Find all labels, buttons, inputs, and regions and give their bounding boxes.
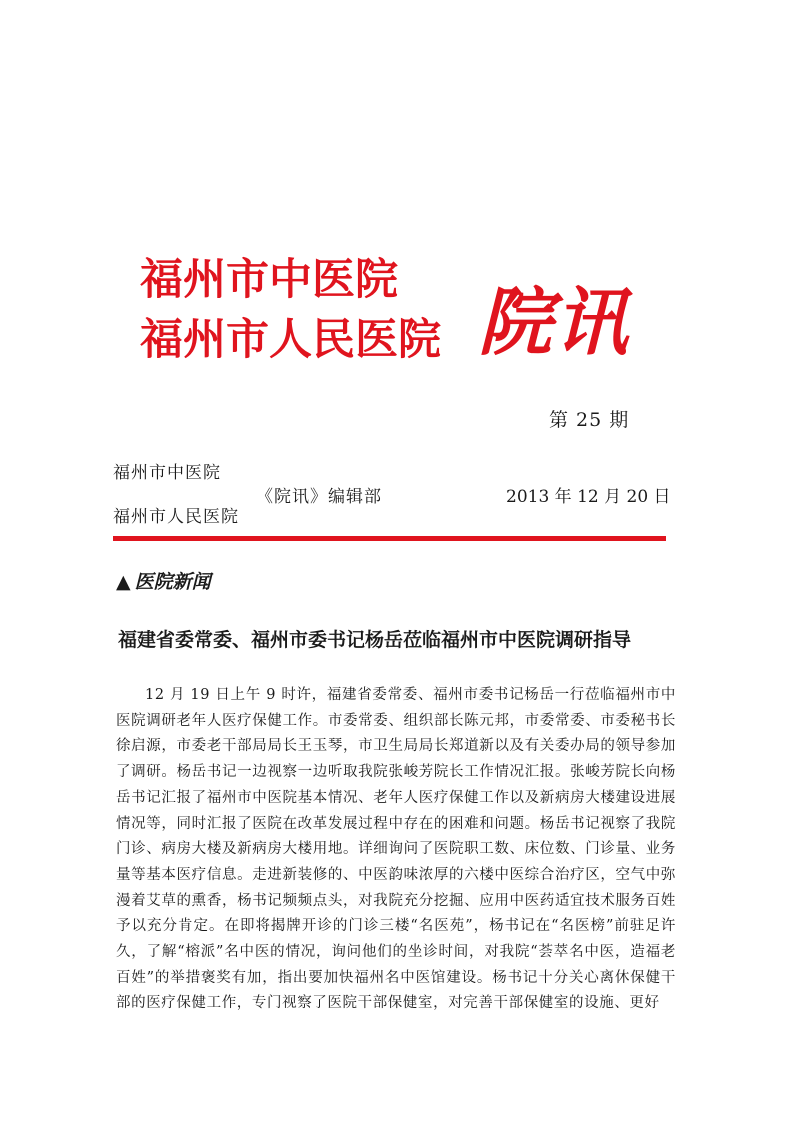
publisher-org-1: 福州市中医院 xyxy=(113,463,221,483)
section-heading xyxy=(116,567,211,594)
article-title: 福建省委常委、福州市委书记杨岳莅临福州市中医院调研指导 xyxy=(118,629,632,651)
header-divider xyxy=(113,536,666,541)
publication-info xyxy=(113,458,673,528)
masthead-hospital-name-1: 福州市中医院 xyxy=(140,255,398,305)
newsletter-title-logo: 院讯 xyxy=(478,280,630,366)
section-label: 医院新闻 xyxy=(134,571,211,593)
publication-date: 2013 年 12 月 20 日 xyxy=(506,487,671,507)
editorial-department: 《院讯》编辑部 xyxy=(256,487,382,507)
masthead-hospital-name-2: 福州市人民医院 xyxy=(140,315,441,365)
masthead-hospital-names xyxy=(140,250,480,370)
publisher-org-2: 福州市人民医院 xyxy=(113,507,239,527)
article-body: 12 月 19 日上午 9 时许，福建省委常委、福州市委书记杨岳一行莅临福州市中医院调研老年人医疗保健工作。市委常委、组织部长陈元邦，市委常委、市委秘书长徐启源，市委老干部局局长王玉琴，市卫生局局长郑道新以及有关委办局的领导参加了调研。杨岳书记一边视察一边听取我院张峻芳院长工作情况汇报。张峻芳院长向杨岳书记汇报了福州市中医院基本情况、老年人医疗保健工作以及新病房大楼建设进展情况等，同时汇报了医院在改革发展过程中存在的困难和问题。杨岳书记视察了我院门诊、病房大楼及新病房大楼用地。详细询问了医院职工数、床位数、门诊量、业务量等基本医疗信息。走进新装修的、中医韵味浓厚的六楼中医综合治疗区，空气中弥漫着艾草的熏香，杨书记频频点头，对我院充分挖掘、应用中医药适宜技术服务百姓予以充分肯定。在即将揭牌开诊的门诊三楼“名医苑”，杨书记在“名医榜”前驻足许久，了解“榕派”名中医的情况，询问他们的坐诊时间，对我院“荟萃名中医，造福老百姓”的举措褒奖有加，指出要加快福州名中医馆建设。杨书记十分关心离休保健干部的医疗保健工作，专门视察了医院干部保健室，对完善干部保健室的设施、更好 xyxy=(116,687,676,1012)
issue-number: 第 25 期 xyxy=(549,409,630,431)
triangle-marker-icon: ▲ xyxy=(116,571,131,593)
